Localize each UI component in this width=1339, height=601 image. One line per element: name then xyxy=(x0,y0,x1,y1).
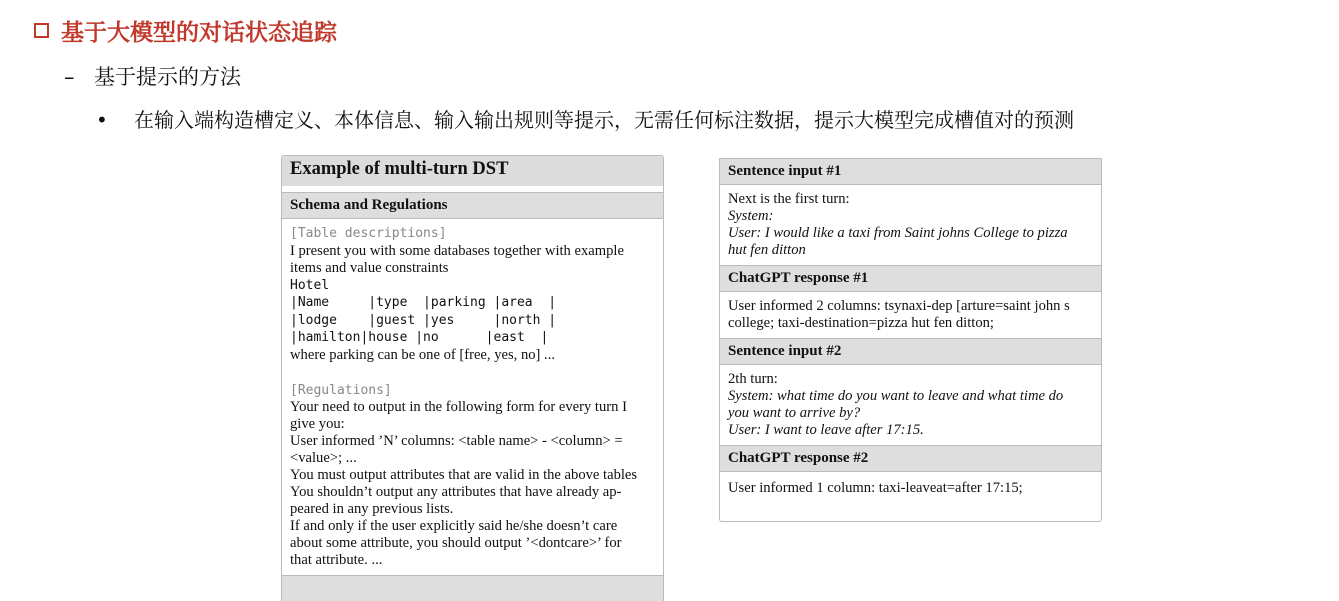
sentence-input-1-title: Sentence input #1 xyxy=(720,158,1101,185)
chatgpt-dialogue-panel xyxy=(719,158,1102,522)
regulation-line: <value>; ... xyxy=(290,450,357,466)
intro-line: items and value constraints xyxy=(290,259,449,276)
regulation-line: You must output attributes that are valid in the above tables xyxy=(290,467,638,483)
response-2-title: ChatGPT response #2 xyxy=(720,445,1101,472)
response-1-title: ChatGPT response #1 xyxy=(720,265,1101,292)
regulation-line: If and only if the user explicitly said he/she doesn’t care xyxy=(290,518,618,534)
intro-line: I present you with some databases together with example xyxy=(290,242,624,259)
multi-turn-dst-example-panel xyxy=(281,155,664,601)
schema-section-body xyxy=(282,219,663,575)
response-line: college; taxi-destination=pizza hut fen ditton; xyxy=(728,315,994,331)
table-line: |hamilton|house |no |east | xyxy=(290,330,549,345)
bullet-point xyxy=(96,104,1074,133)
regulations-label: [Regulations] xyxy=(290,382,392,398)
regulation-line: Your need to output in the following form for every turn I xyxy=(290,399,627,415)
table-line: |Name |type |parking |area | xyxy=(290,295,557,310)
dash-bullet: – xyxy=(64,65,75,89)
dialogue-line: User: I want to leave after 17:15. xyxy=(728,422,924,438)
user-line: hut fen ditton xyxy=(728,242,806,258)
regulation-line: User informed ’N’ columns: <table name> - <column> = xyxy=(290,433,623,449)
next-section-header-cutoff xyxy=(282,575,663,601)
turn-label: Next is the first turn: xyxy=(728,191,850,207)
section-heading xyxy=(34,14,337,47)
sentence-input-1-body xyxy=(720,185,1101,265)
regulation-line: give you: xyxy=(290,416,345,432)
panel-title: Example of multi-turn DST xyxy=(282,156,663,192)
table-descriptions-label: [Table descriptions] xyxy=(290,226,447,241)
response-line: User informed 2 columns: tsynaxi-dep [arture=saint john s xyxy=(728,298,1070,314)
sentence-input-2-body xyxy=(720,365,1101,445)
sentence-input-2-title: Sentence input #2 xyxy=(720,338,1101,365)
subheading-text: 基于提示的方法 xyxy=(94,65,241,89)
schema-section-title: Schema and Regulations xyxy=(282,192,663,219)
dot-bullet: • xyxy=(96,108,108,132)
regulation-line: You shouldn’t output any attributes that have already ap- xyxy=(290,484,622,500)
response-line: User informed 1 column: taxi-leaveat=after 17:15; xyxy=(728,480,1023,496)
user-line: User: I would like a taxi from Saint johns College to pizza xyxy=(728,225,1068,241)
dialogue-line: you want to arrive by? xyxy=(728,405,861,421)
regulation-line: about some attribute, you should output ’<dontcare>’ for xyxy=(290,535,622,551)
response-2-body xyxy=(720,472,1101,503)
system-line: System: xyxy=(728,208,774,224)
where-line: where parking can be one of [free, yes, no] ... xyxy=(290,346,556,363)
subheading xyxy=(64,61,241,91)
bullet-text: 在输入端构造槽定义、本体信息、输入输出规则等提示，无需任何标注数据，提示大模型完成槽值对的预测 xyxy=(134,108,1074,132)
turn-label: 2th turn: xyxy=(728,371,778,387)
table-line: |lodge |guest |yes |north | xyxy=(290,312,557,328)
regulation-line: peared in any previous lists. xyxy=(290,501,454,517)
heading-text: 基于大模型的对话状态追踪 xyxy=(61,20,337,46)
response-1-body xyxy=(720,292,1101,338)
square-bullet-icon xyxy=(34,23,49,38)
dialogue-line: System: what time do you want to leave and what time do xyxy=(728,388,1064,404)
table-line: Hotel xyxy=(290,277,330,293)
regulation-line: that attribute. ... xyxy=(290,552,383,568)
